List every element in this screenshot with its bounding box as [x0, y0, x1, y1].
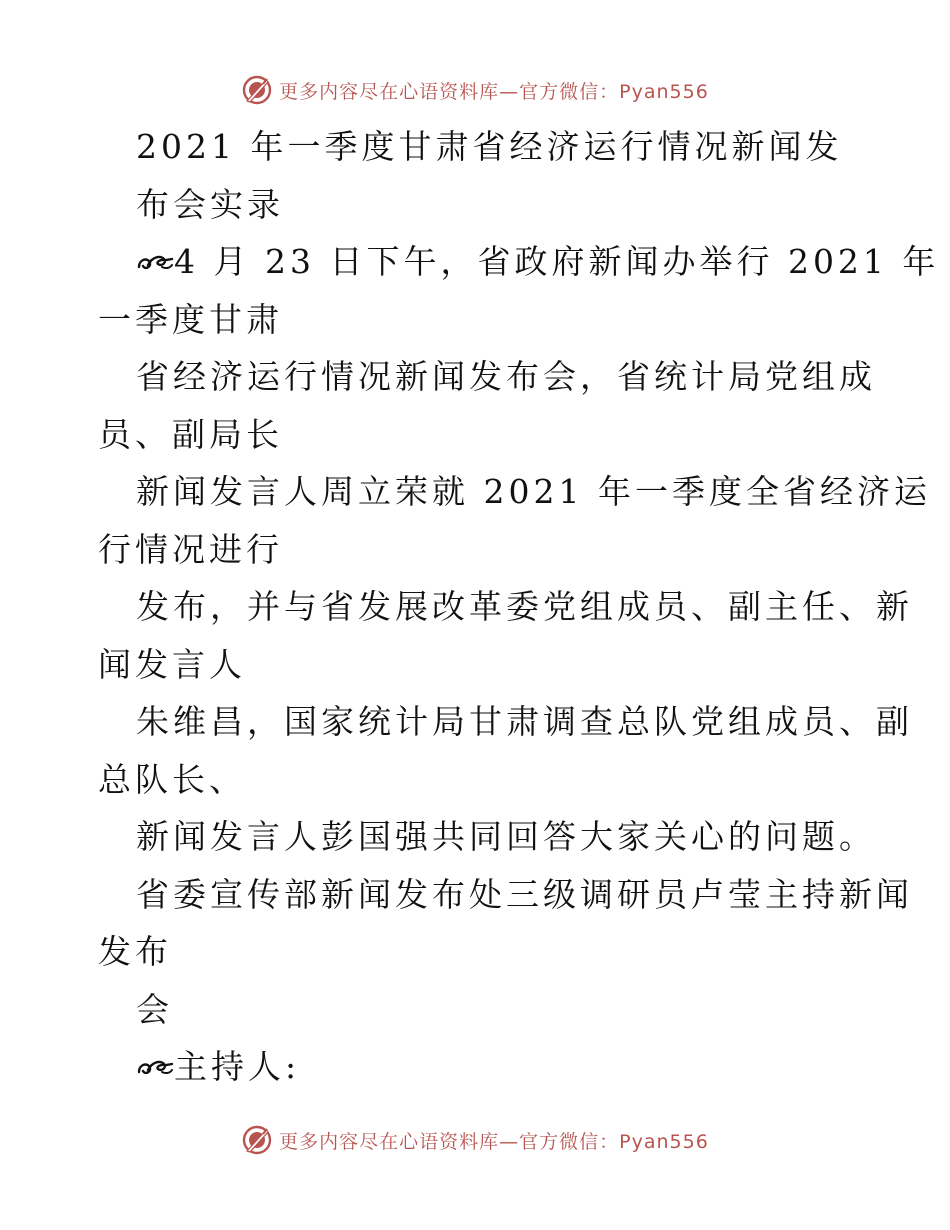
document-line [98, 578, 913, 636]
document-line [98, 406, 858, 464]
document-line [98, 751, 858, 809]
document-line [98, 233, 940, 291]
document-line [98, 866, 913, 924]
line-text: 新闻发言人彭国强共同回答大家关心的问题。 [136, 817, 876, 856]
line-text: 发布 [98, 932, 172, 971]
document-line [98, 981, 858, 1039]
banner-text: 更多内容尽在心语资料库—官方微信：Pyan556 [279, 1130, 709, 1153]
flourish-bullet-icon [136, 237, 174, 267]
document-line [98, 463, 931, 521]
header-banner [0, 70, 950, 110]
line-text: 员、副局长 [98, 414, 283, 454]
document-line [98, 636, 858, 694]
footer-banner [0, 1120, 950, 1160]
line-text: 新闻发言人周立荣就 2021 年一季度全省经济运 [136, 472, 931, 511]
quill-seal-icon [241, 1124, 273, 1156]
document-line [98, 176, 858, 234]
line-text: 朱维昌，国家统计局甘肃调查总队党组成员、副 [136, 702, 913, 741]
document-line [98, 291, 858, 349]
line-text: 省委宣传部新闻发布处三级调研员卢莹主持新闻 [136, 874, 913, 914]
line-text: 总队长、 [98, 759, 246, 799]
line-text: 发布，并与省发展改革委党组成员、副主任、新 [136, 587, 913, 626]
document-line [98, 521, 858, 579]
document-line [98, 348, 876, 406]
quill-seal-icon [241, 74, 273, 106]
document-line [98, 1038, 858, 1096]
document-line [98, 923, 858, 981]
line-text: 主持人: [174, 1047, 301, 1086]
document-body [98, 118, 940, 1096]
line-text: 会 [136, 989, 173, 1029]
document-line [98, 808, 876, 866]
line-text: 闻发言人 [98, 644, 246, 684]
line-text: 布会实录 [136, 184, 284, 224]
line-text: 行情况进行 [98, 529, 283, 569]
line-text: 2021 年一季度甘肃省经济运行情况新闻发 [136, 127, 843, 166]
banner-text: 更多内容尽在心语资料库—官方微信：Pyan556 [279, 80, 709, 103]
line-text: 一季度甘肃 [98, 299, 283, 339]
flourish-bullet-icon [136, 1042, 174, 1072]
document-line [98, 693, 913, 751]
line-text: 省经济运行情况新闻发布会，省统计局党组成 [136, 357, 876, 396]
document-line [98, 118, 858, 176]
line-text: 4 月 23 日下午，省政府新闻办举行 2021 年 [174, 242, 940, 281]
